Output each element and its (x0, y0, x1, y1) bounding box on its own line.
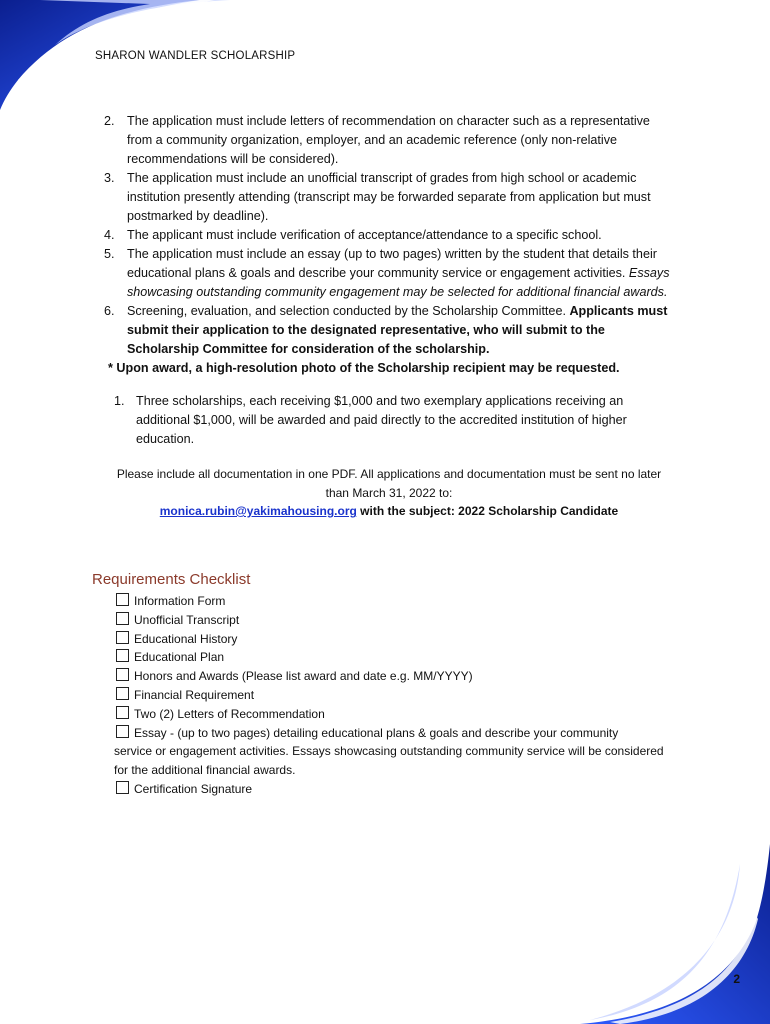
email-subject-text: with the subject: 2022 Scholarship Candidate (356, 504, 619, 518)
checkbox[interactable] (116, 706, 129, 719)
checkbox[interactable] (116, 725, 129, 738)
documentation-text: Please include all documentation in one PDF. All applications and documentation must be sent no later than March 31, 2022 to: (116, 467, 662, 500)
page-number: 2 (733, 972, 740, 986)
list-item-text: The application must include letters of recommendation on character such as a representative from a community organization, employer, and an academic reference (only non-relative recommendations will be considered). (127, 114, 650, 166)
list-number: 6. (104, 304, 115, 318)
checklist-item-essay (116, 724, 676, 780)
list-item (100, 112, 670, 169)
checkbox[interactable] (116, 631, 129, 644)
submission-instruction-bold: Applicants must submit their application to the designated representative, who will submit to the Scholarship Committee for consideration of the scholarship. (127, 304, 668, 356)
checkbox[interactable] (116, 649, 129, 662)
checklist-item (116, 780, 676, 799)
award-details (100, 392, 670, 449)
document-header-title: SHARON WANDLER SCHOLARSHIP (95, 50, 296, 62)
list-item (100, 169, 670, 226)
requirements-list (100, 112, 670, 359)
list-item-text: The applicant must include verification of acceptance/attendance to a specific school. (127, 228, 602, 242)
checklist-item-label: Educational History (134, 631, 238, 646)
checklist-item (116, 611, 676, 630)
checklist-item-label: Certification Signature (134, 781, 253, 796)
checklist-item (116, 592, 676, 611)
essay-note-italic: Essays showcasing outstanding community engagement may be selected for additional financial awards. (127, 266, 670, 299)
checklist-item-label-continued: service or engagement activities. Essays showcasing outstanding community service will be considered for the additional financial awards. (114, 744, 664, 778)
essay-first-line (116, 724, 676, 743)
contact-email-link[interactable]: monica.rubin@yakimahousing.org (159, 504, 357, 518)
checkbox[interactable] (116, 687, 129, 700)
list-number: 5. (104, 247, 115, 261)
checklist-item-label: Information Form (134, 594, 226, 608)
contact-line (108, 502, 670, 521)
checklist-heading: Requirements Checklist (92, 571, 251, 588)
checkbox[interactable] (116, 781, 129, 794)
checklist-item (116, 667, 676, 686)
checklist-item-label: Educational Plan (134, 650, 225, 665)
list-item (100, 245, 670, 302)
checklist-item-label: Honors and Awards (Please list award and date e.g. MM/YYYY) (134, 669, 473, 684)
corner-swoosh-bottom-right (560, 844, 770, 1024)
checkbox[interactable] (116, 612, 129, 625)
documentation-instructions (100, 465, 670, 521)
requirements-section (100, 112, 670, 521)
list-number: 2. (104, 114, 115, 128)
checklist-item-label: Two (2) Letters of Recommendation (134, 706, 325, 721)
award-text: Three scholarships, each receiving $1,000 and two exemplary applications receiving an additional $1,000, will be awarded and paid directly to the accredited institution of higher education. (136, 394, 627, 446)
checklist-item (116, 705, 676, 724)
checkbox[interactable] (116, 668, 129, 681)
checkbox[interactable] (116, 593, 129, 606)
award-photo-note: * Upon award, a high-resolution photo of the Scholarship recipient may be requested. (108, 361, 620, 375)
checklist-item (116, 630, 676, 649)
list-item (100, 302, 670, 359)
list-number: 4. (104, 228, 115, 242)
requirements-checklist (116, 592, 676, 799)
checklist-item-label: Financial Requirement (134, 687, 255, 702)
checklist-item-label: Essay - (up to two pages) detailing educational plans & goals and describe your community (134, 725, 619, 740)
checklist-item (116, 686, 676, 705)
checklist-item-label: Unofficial Transcript (134, 612, 240, 627)
list-item-text: The application must include an unofficial transcript of grades from high school or academic institution presently attending (transcript may be forwarded separate from application but must postmarked by deadline). (127, 171, 651, 223)
list-item-text: Screening, evaluation, and selection conducted by the Scholarship Committee. (127, 304, 566, 318)
checklist-item (116, 648, 676, 667)
list-item (100, 226, 670, 245)
award-number: 1. (114, 394, 125, 408)
list-item-text: The application must include an essay (up to two pages) written by the student that details their educational plans & goals and describe your community service or engagement activities. (127, 247, 657, 280)
list-number: 3. (104, 171, 115, 185)
